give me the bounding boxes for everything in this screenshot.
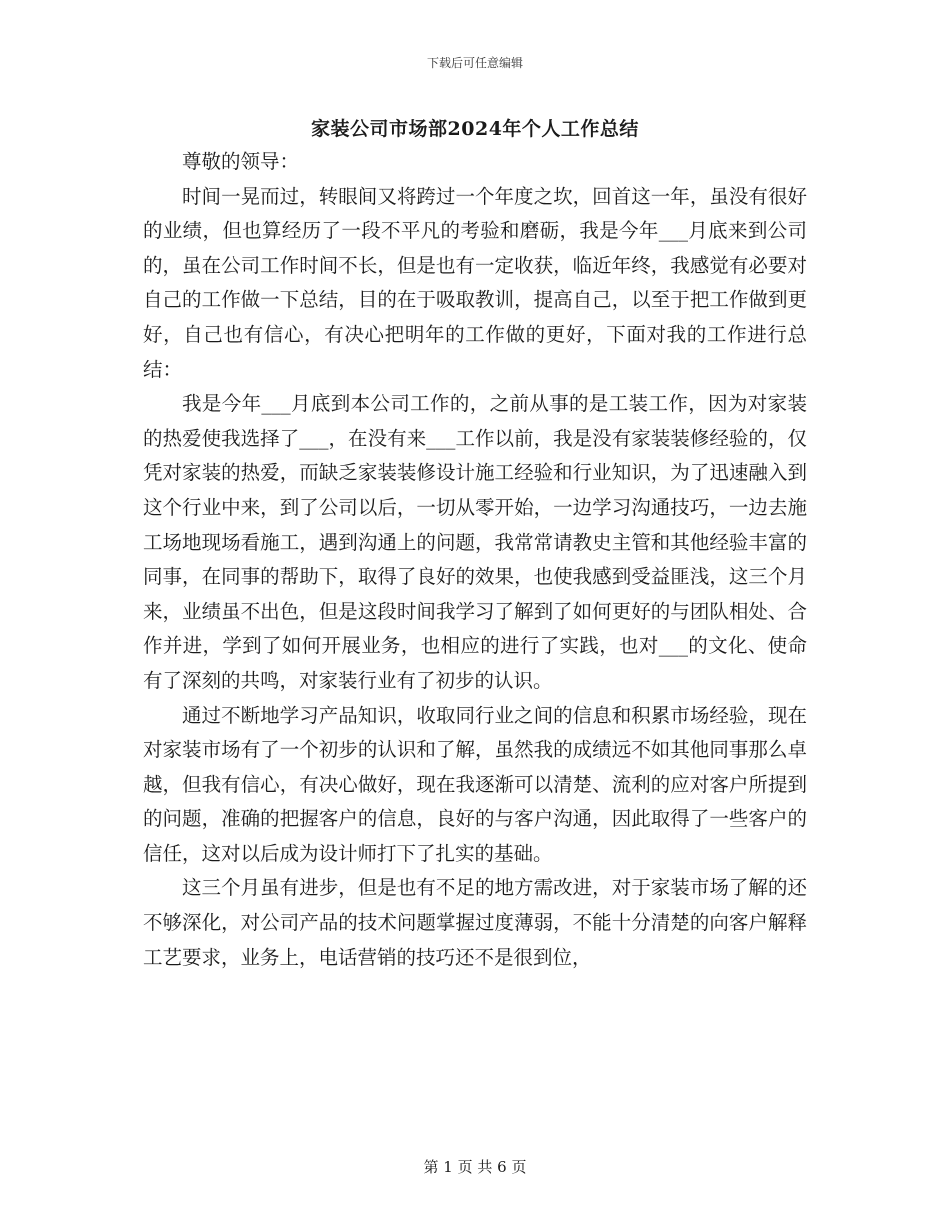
document-body: [143, 145, 807, 975]
paragraph-2: 我是今年___月底到本公司工作的，之前从事的是工装工作，因为对家装的热爱使我选择了___，在没有来___工作以前，我是没有家装装修经验的，仅凭对家装的热爱，而缺乏家装装修设计施工经验和行业知识，为了迅速融入到这个行业中来，到了公司以后，一切从零开始，一边学习沟通技巧，一边去施工场地现场看施工，遇到沟通上的问题，我常常请教史主管和其他经验丰富的同事，在同事的帮助下，取得了良好的效果，也使我感到受益匪浅，这三个月来，业绩虽不出色，但是这段时间我学习了解到了如何更好的与团队相处、合作并进，学到了如何开展业务，也相应的进行了实践，也对___的文化、使命有了深刻的共鸣，对家装行业有了初步的认识。: [143, 392, 807, 692]
paragraph-3: 通过不断地学习产品知识，收取同行业之间的信息和积累市场经验，现在对家装市场有了一个初步的认识和了解，虽然我的成绩远不如其他同事那么卓越，但我有信心，有决心做好，现在我逐渐可以清楚、流利的应对客户所提到的问题，准确的把握客户的信息，良好的与客户沟通，因此取得了一些客户的信任，这对以后成为设计师打下了扎实的基础。: [143, 703, 807, 865]
header-note: 下载后可任意编辑: [426, 56, 523, 70]
paragraph-4: 这三个月虽有进步，但是也有不足的地方需改进，对于家装市场了解的还不够深化，对公司产品的技术问题掌握过度薄弱，不能十分清楚的向客户解释工艺要求，业务上，电话营销的技巧还不是很到位，: [143, 876, 807, 969]
page-footer: 第 1 页 共 6 页: [423, 1158, 527, 1176]
document-title: 家装公司市场部2024年个人工作总结: [311, 118, 639, 140]
paragraph-1: 时间一晃而过，转眼间又将跨过一个年度之坎，回首这一年，虽没有很好的业绩，但也算经历了一段不平凡的考验和磨砺，我是今年___月底来到公司的，虽在公司工作时间不长，但是也有一定收获，临近年终，我感觉有必要对自己的工作做一下总结，目的在于吸取教训，提高自己，以至于把工作做到更好，自己也有信心，有决心把明年的工作做的更好，下面对我的工作进行总结：: [143, 184, 807, 381]
salutation: 尊敬的领导：: [182, 150, 300, 173]
